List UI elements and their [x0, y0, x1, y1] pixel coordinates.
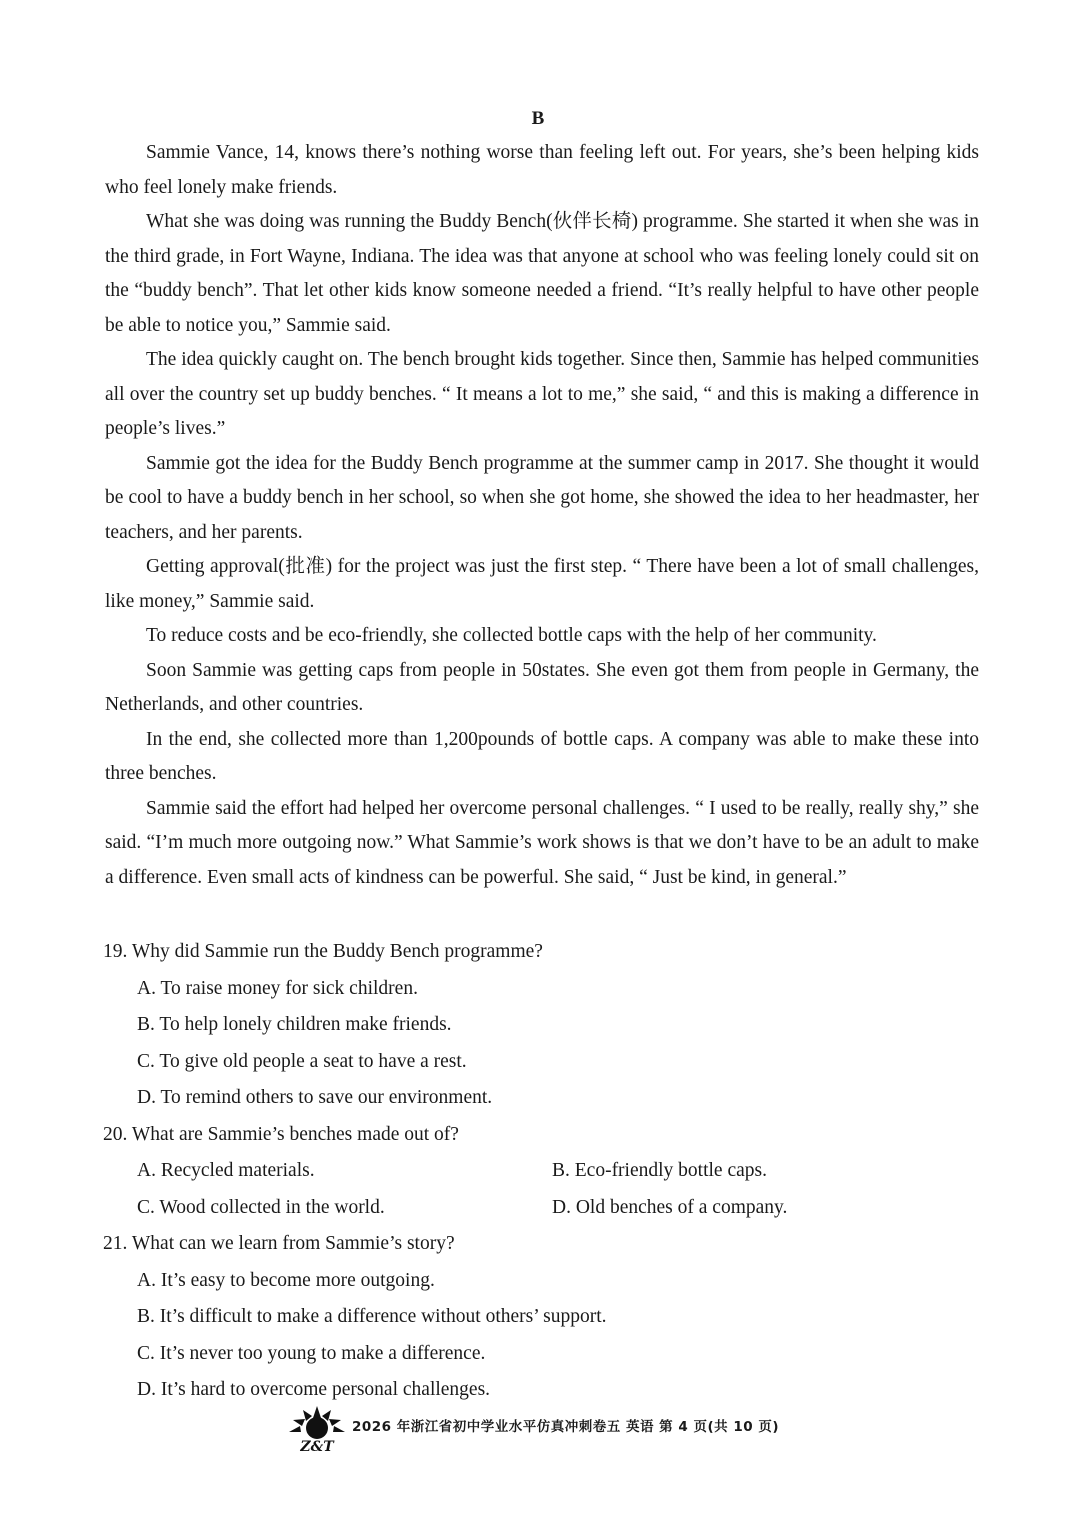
- option-d: D. To remind others to save our environment.: [137, 1087, 493, 1108]
- passage-paragraph: The idea quickly caught on. The bench brought kids together. Since then, Sammie has helped communities all over the country set up buddy benches. “ It means a lot to me,” she said, “ and this is making a difference in people’s lives.”: [105, 349, 979, 439]
- question-list: [103, 934, 983, 1409]
- question-stem: 19. Why did Sammie run the Buddy Bench programme?: [103, 941, 543, 962]
- section-title: B: [531, 108, 545, 129]
- option-row: [137, 1190, 983, 1227]
- passage-paragraph: Sammie Vance, 14, knows there’s nothing worse than feeling left out. For years, she’s been helping kids who feel lonely make friends.: [105, 142, 979, 198]
- footer-page-info: 2026 年浙江省初中学业水平仿真冲刺卷五 英语 第 4 页(共 10 页): [352, 1419, 779, 1435]
- option-d: D. Old benches of a company.: [552, 1196, 788, 1218]
- passage-paragraph: To reduce costs and be eco-friendly, she collected bottle caps with the help of her community.: [146, 625, 877, 646]
- option-c: C. It’s never too young to make a difference.: [137, 1342, 486, 1364]
- question-stem: 21. What can we learn from Sammie’s story?: [103, 1233, 455, 1254]
- page-footer: [282, 1404, 842, 1460]
- passage-paragraph: Getting approval(批准) for the project was just the first step. “ There have been a lot of small challenges, like money,” Sammie said.: [105, 556, 979, 612]
- passage-paragraph: Soon Sammie was getting caps from people in 50states. She even got them from people in Germany, the Netherlands, and other countries.: [105, 659, 979, 715]
- option-a: A. To raise money for sick children.: [137, 977, 418, 999]
- option-d: D. It’s hard to overcome personal challenges.: [137, 1379, 491, 1400]
- passage-paragraph: Sammie got the idea for the Buddy Bench programme at the summer camp in 2017. She thought it would be cool to have a buddy bench in her school, so when she got home, she showed the idea to her headmaster, her teachers, and her parents.: [105, 452, 979, 543]
- option-a: A. It’s easy to become more outgoing.: [137, 1269, 435, 1291]
- question-19: [103, 934, 983, 1117]
- option-b: B. It’s difficult to make a difference without others’ support.: [137, 1306, 607, 1327]
- passage-paragraph: Sammie said the effort had helped her overcome personal challenges. “ I used to be really, really shy,” she said. “I’m much more outgoing now.” What Sammie’s work shows is that we don’t have to be an adult to make a difference. Even small acts of kindness can be powerful. She said, “ Just be kind, in general.”: [105, 797, 979, 888]
- passage-paragraph: What she was doing was running the Buddy Bench(伙伴长椅) programme. She started it when she was in the third grade, in Fort Wayne, Indiana. The idea was that anyone at school who was feeling lonely could sit on the “buddy bench”. That let other kids know someone needed a friend. “It’s really helpful to have other people be able to notice you,” Sammie said.: [105, 211, 979, 336]
- publisher-logo-icon: [282, 1404, 352, 1460]
- logo-text: Z&T: [300, 1439, 334, 1455]
- question-20: [103, 1117, 983, 1227]
- option-b: B. Eco-friendly bottle caps.: [552, 1160, 767, 1181]
- option-b: B. To help lonely children make friends.: [137, 1014, 452, 1035]
- option-c: C. Wood collected in the world.: [137, 1196, 385, 1218]
- option-c: C. To give old people a seat to have a rest.: [137, 1050, 467, 1072]
- option-a: A. Recycled materials.: [137, 1160, 315, 1181]
- option-row: [137, 1153, 983, 1190]
- question-stem: 20. What are Sammie’s benches made out of?: [103, 1123, 459, 1145]
- passage-paragraph: In the end, she collected more than 1,200pounds of bottle caps. A company was able to make these into three benches.: [105, 728, 979, 784]
- reading-passage: [105, 136, 979, 895]
- question-21: [103, 1226, 983, 1409]
